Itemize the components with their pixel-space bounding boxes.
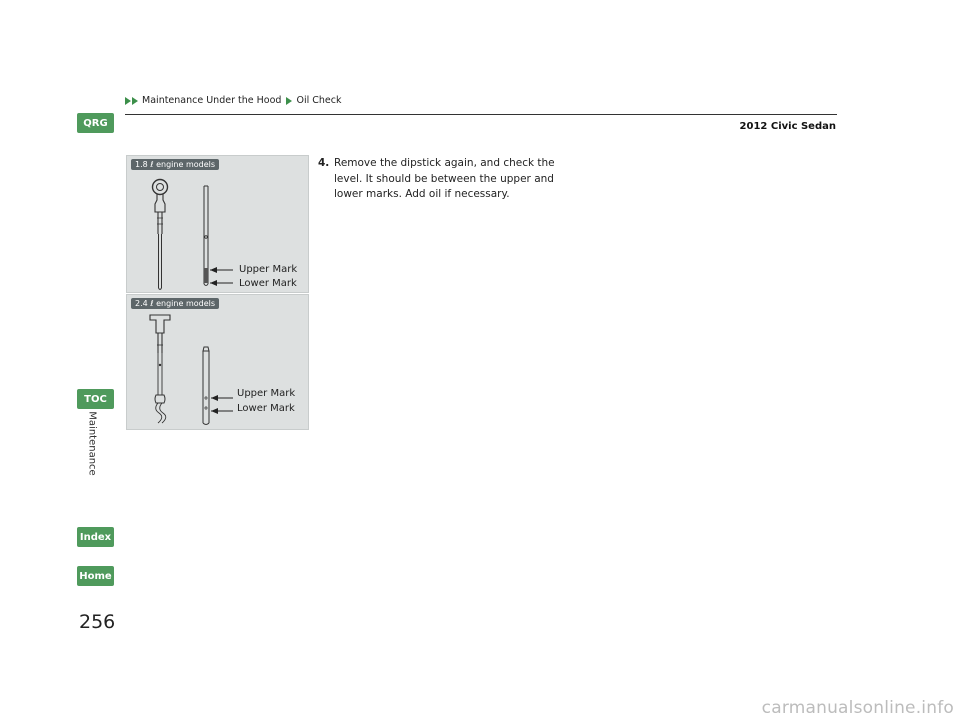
dipstick-figure-2-4 — [126, 294, 309, 430]
upper-mark-label: Upper Mark — [237, 388, 296, 399]
index-button[interactable]: Index — [77, 527, 114, 547]
step-text: Remove the dipstick again, and check the level. It should be between the upper and lower marks. Add oil if necessary. — [334, 157, 555, 200]
arrow-right-icon — [132, 97, 138, 105]
arrow-right-icon — [125, 97, 131, 105]
toc-button[interactable]: TOC — [77, 389, 114, 409]
breadcrumb-item[interactable]: Maintenance Under the Hood — [142, 95, 282, 106]
lower-mark-label: Lower Mark — [237, 403, 295, 414]
upper-mark-label: Upper Mark — [239, 264, 298, 275]
breadcrumb-item[interactable]: Oil Check — [296, 95, 342, 106]
engine-badge: 1.8 ℓ engine models — [131, 159, 219, 170]
arrow-right-icon — [286, 97, 292, 105]
page-number: 256 — [79, 611, 116, 633]
watermark: carmanualsonline.info — [761, 698, 954, 718]
qrg-button[interactable]: QRG — [77, 113, 114, 133]
dipstick-figure-1-8 — [126, 155, 309, 293]
lower-mark-label: Lower Mark — [239, 278, 297, 289]
home-button[interactable]: Home — [77, 566, 114, 586]
section-label: Maintenance — [86, 411, 98, 476]
breadcrumb — [125, 95, 343, 106]
header-rule — [125, 114, 837, 115]
engine-badge: 2.4 ℓ engine models — [131, 298, 219, 309]
step-number: 4. — [318, 157, 330, 169]
instruction-step — [318, 156, 558, 203]
document-title: 2012 Civic Sedan — [739, 121, 836, 132]
